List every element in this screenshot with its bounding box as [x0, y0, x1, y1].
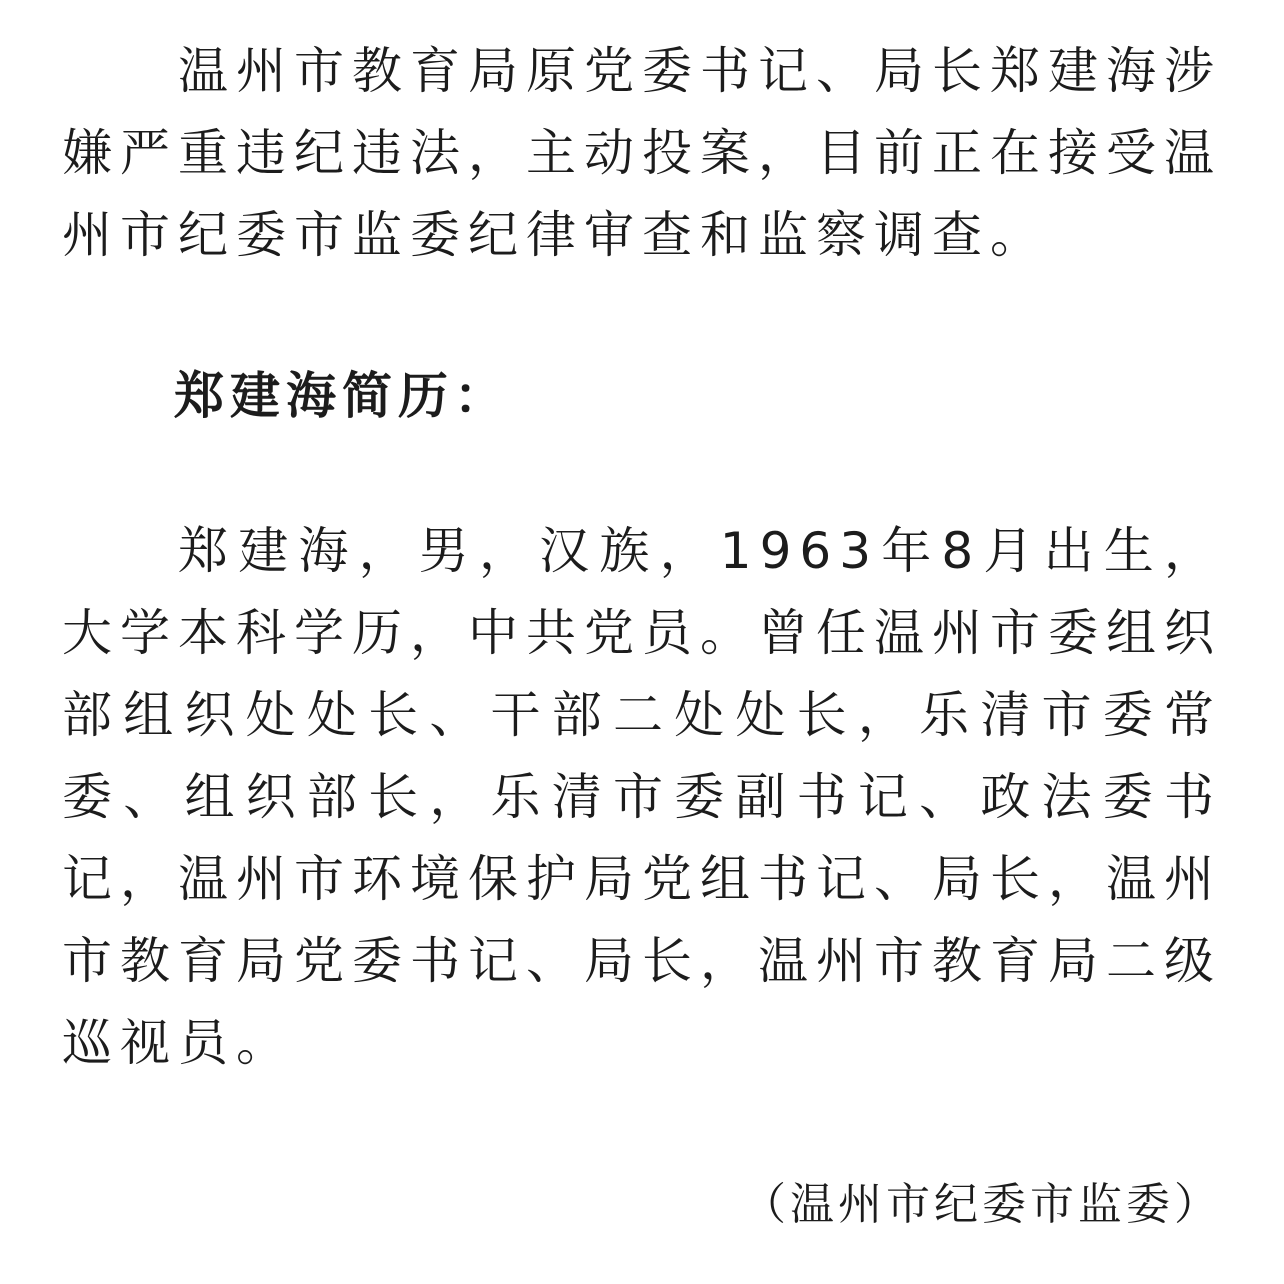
intro-paragraph: 温州市教育局原党委书记、局长郑建海涉嫌严重违纪违法，主动投案，目前正在接受温州市纪委市监委纪律审查和监察调查。 — [62, 42, 1222, 264]
resume-paragraph: 郑建海，男，汉族，1963年8月出生，大学本科学历，中共党员。曾任温州市委组织部组织处处长、干部二处处长，乐清市委常委、组织部长，乐清市委副书记、政法委书记，温州市环境保护局党组书记、局长，温州市教育局党委书记、局长，温州市教育局二级巡视员。 — [62, 522, 1222, 1072]
source-attribution: （温州市纪委市监委） — [742, 1179, 1222, 1230]
resume-heading: 郑建海简历： — [174, 367, 510, 425]
